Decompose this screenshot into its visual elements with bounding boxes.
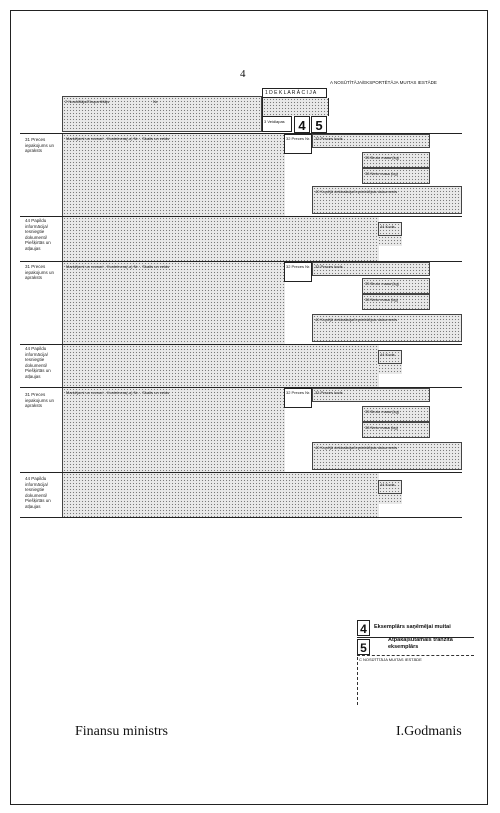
section1-code: [312, 134, 430, 148]
section2-code44-cell: [378, 364, 402, 374]
page-number: 4: [240, 68, 246, 80]
section3-net: [362, 422, 430, 438]
section1-extra: [312, 186, 462, 214]
legend-copy-5-number: 5: [357, 639, 370, 655]
legend-copy-4-number: 4: [357, 620, 370, 636]
section2-desc-header: Marķējumi un numuri - Konteinera(-u) Nr. - Skaits un veids: [66, 264, 170, 269]
section1-net-label: 38 Neto masa (kg): [365, 171, 398, 176]
sender-label: 2 Nosūtītājs/Eksportētājs: [65, 99, 110, 104]
section2-code44-label: 44 Kods: [380, 352, 395, 357]
section3-extra-label: 40 Kopējā deklarācija/Iepriekšējais dokuments: [315, 445, 398, 450]
section1-info: [62, 217, 379, 261]
section3-gross-label: 35 Bruto masa (kg): [365, 409, 400, 414]
section3-info: [62, 473, 379, 517]
legend-copy-4-text: Eksemplārs saņēmējai muitai: [374, 624, 451, 630]
section1-label-44: 44 Papildu informācija/ Iesniegtie dokumenti/ Piešķirtās un atļaujas: [25, 218, 51, 251]
section1-item-nr-label: 32 Preces Nr.: [286, 136, 311, 141]
section1-code44-cell: [378, 236, 402, 246]
section2-item-nr: [284, 262, 312, 282]
section2-gross: [362, 278, 430, 294]
section2-extra-label: 40 Kopējā deklarācija/Iepriekšējais dokuments: [315, 317, 398, 322]
sender-nr: Nr.: [153, 99, 159, 104]
section3-item-nr: [284, 388, 312, 408]
section2-info: [62, 345, 379, 387]
section3-item-nr-label: 32 Preces Nr.: [286, 390, 311, 395]
section1-description: [62, 134, 285, 216]
declaration-title-box: [262, 88, 327, 98]
section2-code44: [378, 350, 402, 364]
legend-copy-5-text: Atpakaļsūtāmais tranzīta eksemplārs: [388, 637, 453, 650]
section1-desc-header: Marķējumi un numuri - Konteinera(-u) Nr. - Skaits un veids: [66, 136, 170, 141]
sender-field: [62, 96, 262, 132]
section2-item-nr-label: 32 Preces Nr.: [286, 264, 311, 269]
section2-label-31: 31 Preces iepakojums un apraksts: [25, 264, 55, 280]
section1-label-31: 31 Preces iepakojums un apraksts: [25, 137, 55, 153]
section3-code44: [378, 480, 402, 494]
section3-gross: [362, 406, 430, 422]
section1-code-label: 33 Preces kods: [315, 136, 343, 141]
copy-number-5: 5: [311, 116, 327, 133]
section2-net-label: 38 Neto masa (kg): [365, 297, 398, 302]
forms-label: 3 Veidlapas: [264, 119, 285, 124]
section1-net: [362, 168, 430, 184]
section2-extra: [312, 314, 462, 342]
forms-box: [262, 116, 292, 132]
section2-description: [62, 262, 285, 344]
section1-code44-label: 44 Kods: [380, 224, 395, 229]
section3-label-31: 31 Preces iepakojums un apraksts: [25, 392, 55, 408]
section3-code: [312, 388, 430, 402]
section2-code-label: 33 Preces kods: [315, 264, 343, 269]
section1-code44: [378, 222, 402, 236]
copy-number-4: 4: [294, 116, 310, 133]
section3-label-44: 44 Papildu informācija/ Iesniegtie dokumenti/ Piešķirtās un atļaujas: [25, 476, 51, 509]
section3-extra: [312, 442, 462, 470]
declaration-title: 1 D E K L A R Ā C I J A: [265, 90, 317, 96]
section2-code: [312, 262, 430, 276]
footer-left: Finansu ministrs: [75, 724, 168, 739]
section2-label-44: 44 Papildu informācija/ Iesniegtie dokumenti/ Piešķirtās un atļaujas: [25, 346, 51, 379]
section1-gross: [362, 152, 430, 168]
footer-right: I.Godmanis: [396, 724, 462, 739]
legend-dash-v: [357, 657, 358, 705]
section2-gross-label: 35 Bruto masa (kg): [365, 281, 400, 286]
section3-desc-header: Marķējumi un numuri - Konteinera(-u) Nr. - Skaits un veids: [66, 390, 170, 395]
section1-gross-label: 35 Bruto masa (kg): [365, 155, 400, 160]
customs-dest-label: C NOSŪTĪTĀJA MUITAS IESTĀDE: [359, 657, 422, 662]
section3-end-rule: [20, 517, 462, 518]
customs-office-label: A NOSŪTĪTĀJA/EKSPORTĒTĀJA MUITAS IESTĀDE: [330, 80, 437, 85]
section3-net-label: 38 Neto masa (kg): [365, 425, 398, 430]
declaration-cells: [262, 98, 329, 116]
section2-net: [362, 294, 430, 310]
section3-code44-cell: [378, 494, 402, 504]
legend-dash-h: [357, 655, 474, 656]
section1-item-nr: [284, 134, 312, 154]
section3-code-label: 33 Preces kods: [315, 390, 343, 395]
section3-code44-label: 44 Kods: [380, 482, 395, 487]
section3-description: [62, 388, 285, 472]
section1-extra-label: 40 Kopējā deklarācija/Iepriekšējais dokuments: [315, 189, 398, 194]
